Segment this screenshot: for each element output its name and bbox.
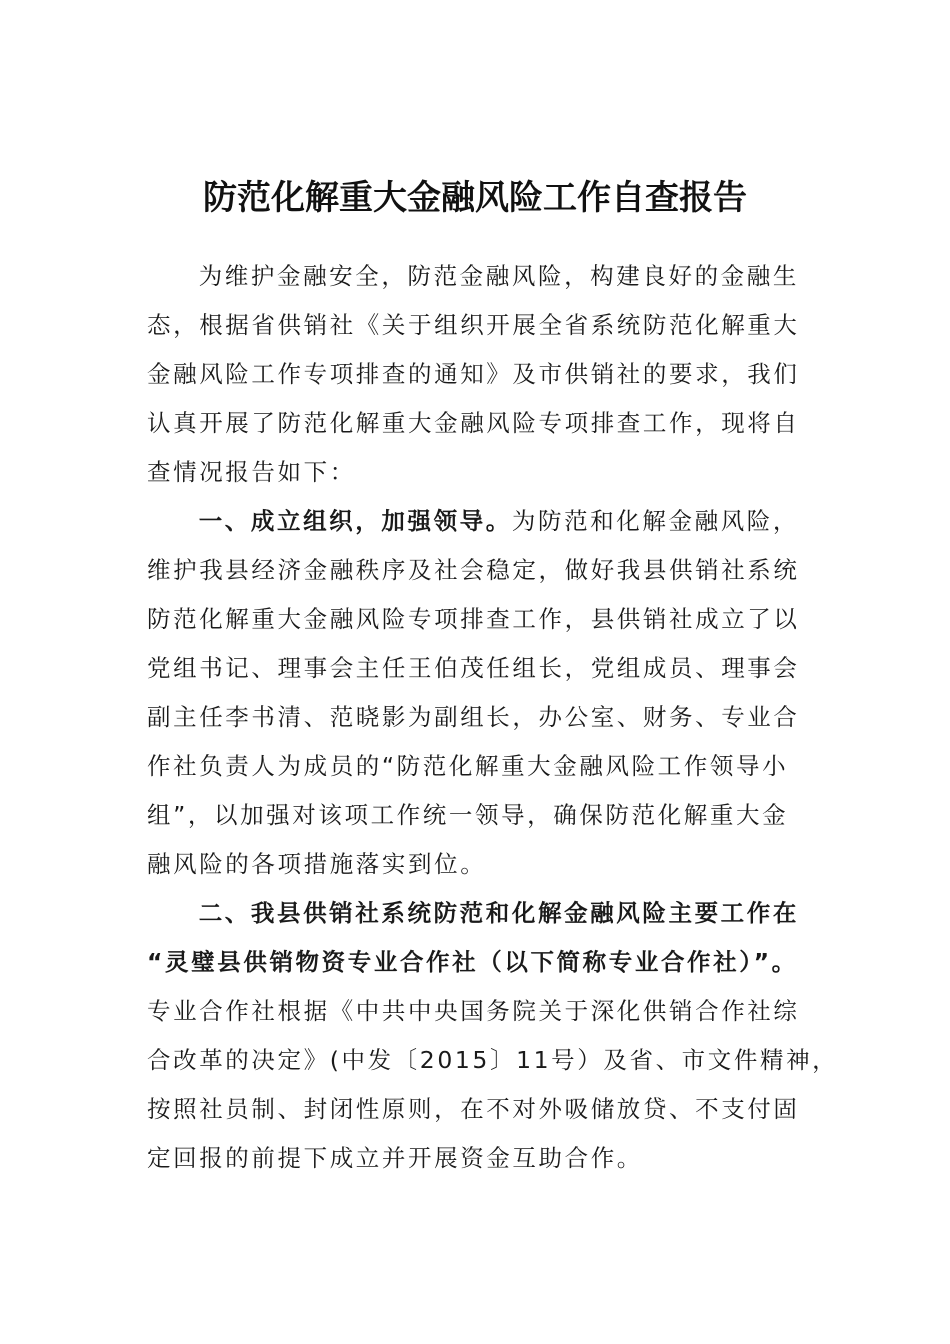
text-line: 维护我县经济金融秩序及社会稳定，做好我县供销社系统 (147, 556, 800, 584)
text-line: 作社负责人为成员的“防范化解重大金融风险工作领导小 (147, 752, 789, 780)
text-line: 副主任李书清、范晓影为副组长，办公室、财务、专业合 (147, 703, 800, 731)
text-line: 党组书记、理事会主任王伯茂任组长，党组成员、理事会 (147, 654, 800, 682)
text-line: 为维护金融安全，防范金融风险，构建良好的金融生 (198, 262, 799, 290)
section-heading: “灵璧县供销物资专业合作社（以下简称专业合作社）”。 (147, 948, 798, 976)
text-line: 认真开展了防范化解重大金融风险专项排查工作，现将自 (147, 409, 800, 437)
text-line: 金融风险工作专项排查的通知》及市供销社的要求，我们 (147, 360, 800, 388)
text-line: 查情况报告如下： (147, 458, 356, 486)
text-line: 合改革的决定》(中发〔2015〕11号）及省、市文件精神， (147, 1046, 839, 1074)
text-line: 按照社员制、封闭性原则，在不对外吸储放贷、不支付固 (147, 1095, 800, 1123)
section-heading: 二、我县供销社系统防范和化解金融风险主要工作在 (198, 899, 799, 927)
text-line: 定回报的前提下成立并开展资金互助合作。 (147, 1144, 643, 1172)
paragraph-section-2 (147, 889, 839, 1183)
paragraph-section-1 (147, 497, 800, 889)
text-run: 为防范和化解金融风险， (511, 507, 799, 535)
text-line: 态，根据省供销社《关于组织开展全省系统防范化解重大 (147, 311, 800, 339)
document-body (147, 252, 839, 1183)
section-heading: 一、成立组织，加强领导。 (198, 507, 512, 535)
text-line: 组”，以加强对该项工作统一领导，确保防范化解重大金 (147, 801, 789, 829)
document-title: 防范化解重大金融风险工作自查报告 (203, 178, 747, 218)
text-line: 专业合作社根据《中共中央国务院关于深化供销合作社综 (147, 997, 800, 1025)
text-line: 融风险的各项措施落实到位。 (147, 850, 487, 878)
text-line (147, 497, 797, 546)
paragraph-intro (147, 252, 800, 497)
text-line: 防范化解重大金融风险专项排查工作，县供销社成立了以 (147, 605, 800, 633)
